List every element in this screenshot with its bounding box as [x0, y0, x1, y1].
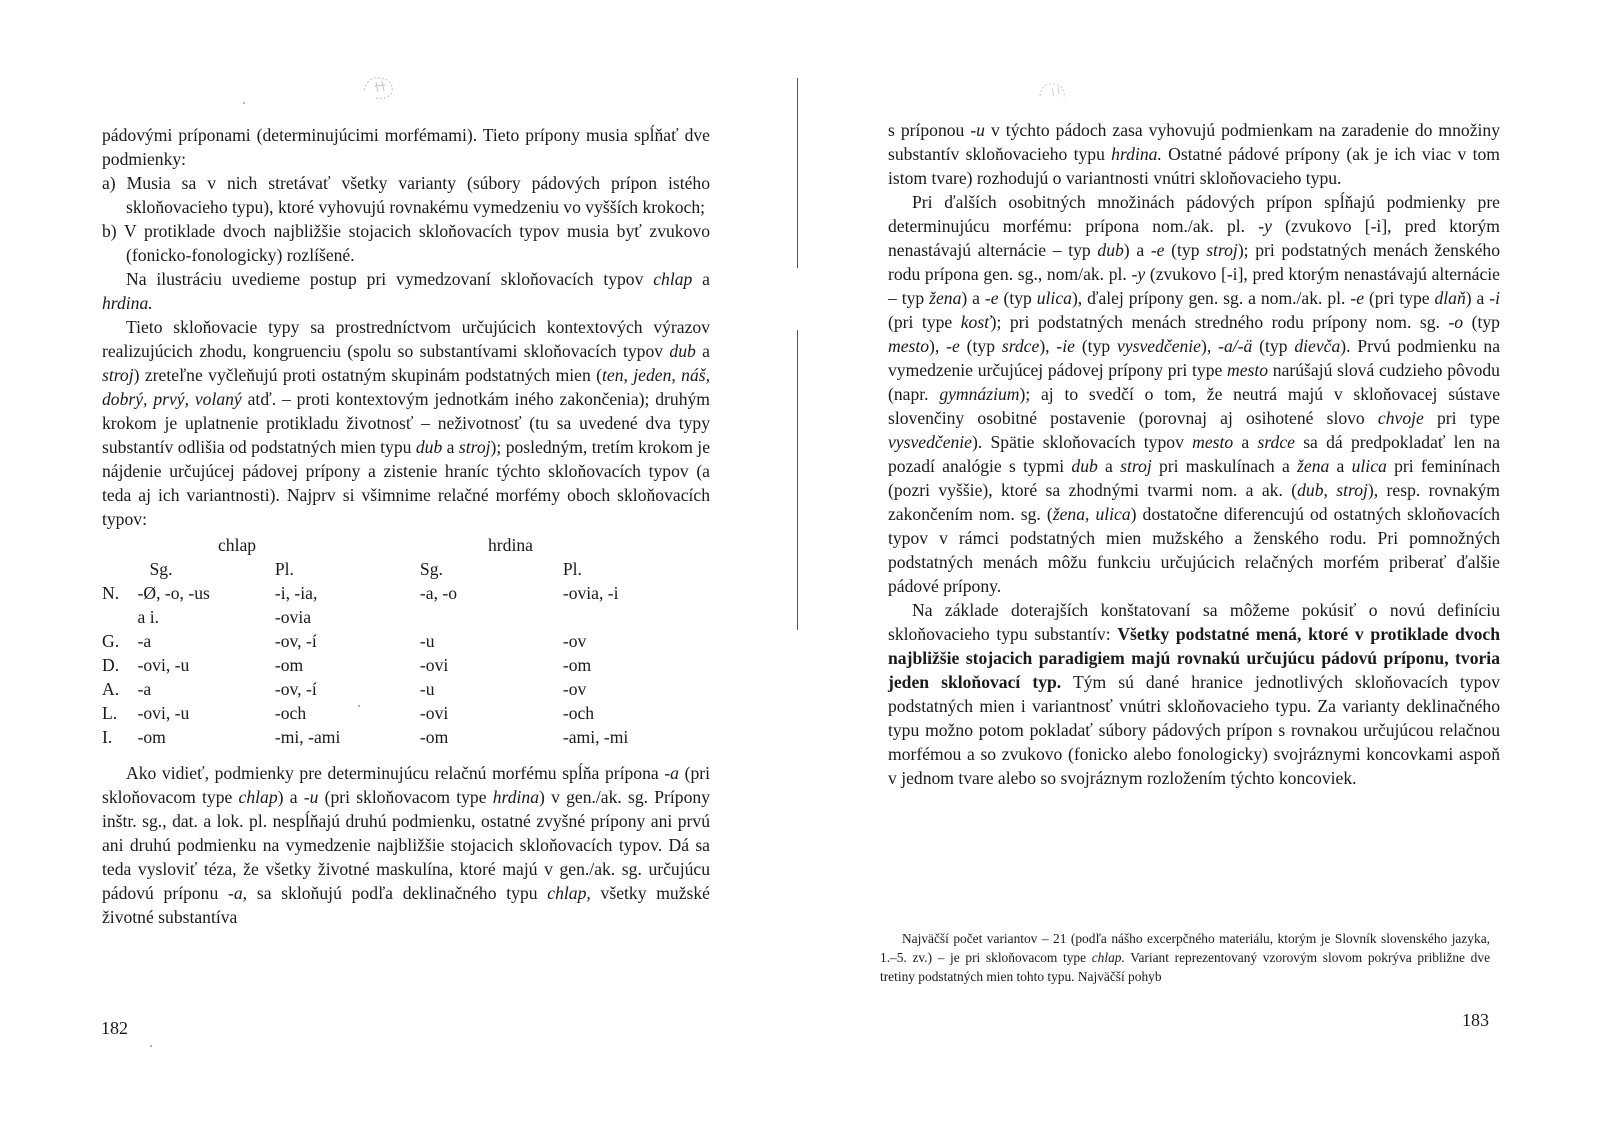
footnote: Najväčší počet variantov – 21 (podľa nášho excerpčného materiálu, ktorým je Slovník slovenského jazyka, 1.–5. zv.) – je pri skloňovacom type chlap. Variant reprezentovaný vzorovým slovom pokrýva približne dve tretiny podstatných mien tohto typu. Najväčší pohyb	[880, 931, 1491, 984]
paragraph-condition-a: a) Musia sa v nich stretávať všetky varianty (súbory pádových prípon istého skloňovacieho typu), ktoré vyhovujú rovnakému vymedzeniu vo vyšších krokoch;	[102, 173, 710, 217]
table-subheader-row	[102, 557, 710, 581]
definition-bold: Všetky podstatné mená, ktoré v protiklade dvoch najbližšie stojacich paradigiem majú rovnakú určujúcu pádovú príponu, tvoria jeden skloňovací typ.	[888, 624, 1500, 692]
paragraph: Tieto skloňovacie typy sa prostredníctvom určujúcich kontextových výrazov realizujúcich zhodu, kongruenciu (spolu so substantívami skloňovacích typov dub a stroj) zreteľne vyčleňujú proti ostatným skupinám podstatných mien (ten, jeden, náš, dobrý, prvý, volaný atď. – proti kontextovým jednotkám iného zakončenia); druhým krokom je uplatnenie protikladu životnosť – neživotnosť (tu sa uvedené dva typy substantív odlišia od podstatných mien typu dub a stroj); posledným, tretím krokom je nájdenie určujúcej pádovej prípony a zistenie hraníc týchto skloňovacích typov (a teda aj ich variantnosti). Najprv si všimnime relačné morfémy oboch skloňovacích typov:	[102, 317, 711, 529]
stamp-mark-icon	[358, 72, 402, 102]
paragraph: s príponou -u v týchto pádoch zasa vyhovujú podmienkam na zaradenie do množiny substantív skloňovacieho typu hrdina. Ostatné pádové prípony (ak je ich viac v tom istom tvare) rozhodujú o variantnosti vnútri skloňovacieho typu.	[888, 120, 1500, 188]
paragraph-definition: Na základe doterajších konštatovaní sa môžeme pokúsiť o novú definíciu skloňovacieho typu substantív: Všetky podstatné mená, ktoré v protiklade dvoch najbližšie stojacich paradigiem majú rovnakú určujúcu pádovú príponu, tvoria jeden skloňovací typ. Tým sú dané hranice jednotlivých skloňovacích typov podstatných mien i variantnosť vnútri skloňovacieho typu. Za varianty deklinačného typu možno potom pokladať súbory pádových prípon s rovnakou určujúcou relačnou morfémou a so zvukovo (fonicko alebo fonologicky) svojráznymi koncovkami aspoň v jednom tvare alebo so svojráznym rozložením týchto koncoviek.	[888, 600, 1501, 788]
right-page-text	[888, 118, 1500, 790]
declension-table-headers	[102, 533, 710, 557]
paragraph: Ako vidieť, podmienky pre determinujúcu relačnú morfému spĺňa prípona -a (pri skloňovacom type chlap) a -u (pri skloňovacom type hrdina) v gen./ak. sg. Prípony inštr. sg., dat. a lok. pl. nespĺňajú druhú podmienku, ostatné zvyšné prípony ani prvú ani druhú podmienku na vymedzenie najbližšie stojacich skloňovacích typov. Dá sa teda vysloviť téza, že všetky životné maskulína, ktoré majú v gen./ak. sg. určujúcu pádovú príponu -a, sa skloňujú podľa deklinačného typu chlap, všetky mužské životné substantíva	[102, 763, 710, 927]
paragraph: Pri ďalších osobitných množinách pádových prípon spĺňajú podmienky pre determinujúcu morfému: prípona nom./ak. pl. -y (zvukovo [-i], pred ktorým nenastávajú alternácie – typ dub) a -e (typ stroj); pri podstatných menách ženského rodu prípona gen. sg., nom/ak. pl. -y (zvukovo [-i], pred ktorým nenastávajú alternácie – typ žena) a -e (typ ulica), ďalej prípony gen. sg. a nom./ak. pl. -e (pri type dlaň) a -i (pri type kosť); pri podstatných menách stredného rodu prípony nom. sg. -o (typ mesto), -e (typ srdce), -ie (typ vysvedčenie), -a/-ä (typ dievča). Prvú podmienku na vymedzenie určujúcej pádovej prípony pri type mesto narúšajú slová cudzieho pôvodu (napr. gymnázium); aj to svedčí o tom, že neutrá majú v skloňovacej sústave slovenčiny osobitné postavenie (porovnaj aj osihotené slovo chvoje pri type vysvedčenie). Spätie skloňovacích typov mesto a srdce sa dá predpokladať len na pozadí analógie s typmi dub a stroj pri maskulínach a žena a ulica pri feminínach (pozri vyššie), ktoré sa zhodnými tvarmi nom. a ak. (dub, stroj), resp. rovnakým zakončením nom. sg. (žena, ulica) dostatočne diferencujú od ostatných skloňovacích typov v rámci podstatných mien mužského a ženského rodu. Pri pomnožných podstatných menách môžu funkciu určujúcich relačných morfém priberať ďalšie pádové prípony.	[888, 192, 1501, 596]
table-row: G. -a -ov, -í -u -ov	[102, 631, 587, 651]
page-number: 182	[101, 1018, 128, 1038]
table-subheader: Pl.	[562, 559, 582, 579]
paragraph-condition-b: b) V protiklade dvoch najbližšie stojacich skloňovacích typov musia byť zvukovo (fonicko-fonologicky) rozlíšené.	[102, 221, 710, 265]
left-page-text	[102, 123, 710, 929]
scan-speck	[150, 1045, 152, 1047]
scan-speck	[243, 102, 245, 104]
table-row: L. -ovi, -u -och -ovi -och	[102, 703, 595, 723]
paragraph: pádovými príponami (determinujúcimi morfémami). Tieto prípony musia spĺňať dve podmienky:	[102, 125, 710, 169]
page-gutter-line	[797, 330, 798, 630]
table-row: D. -ovi, -u -om -ovi -om	[102, 655, 592, 675]
page-gutter-line	[797, 78, 798, 268]
table-row: a i. -ovia	[137, 607, 312, 627]
declension-table	[102, 557, 710, 749]
page-number: 183	[1462, 1010, 1489, 1030]
table-subheader: Sg.	[149, 559, 173, 579]
table-row: I. -om -mi, -ami -om -ami, -mi	[102, 727, 629, 747]
header-chlap: chlap	[218, 535, 257, 555]
paragraph: Na ilustráciu uvedieme postup pri vymedzovaní skloňovacích typov chlap a hrdina.	[102, 269, 710, 313]
table-row: N. -Ø, -o, -us -i, -ia, -a, -o -ovia, -i	[102, 583, 619, 603]
table-row: A. -a -ov, -í -u -ov	[102, 679, 587, 699]
table-subheader: Pl.	[274, 559, 294, 579]
header-hrdina: hrdina	[488, 535, 533, 555]
stamp-mark-icon	[1032, 76, 1076, 106]
table-subheader: Sg.	[419, 559, 443, 579]
